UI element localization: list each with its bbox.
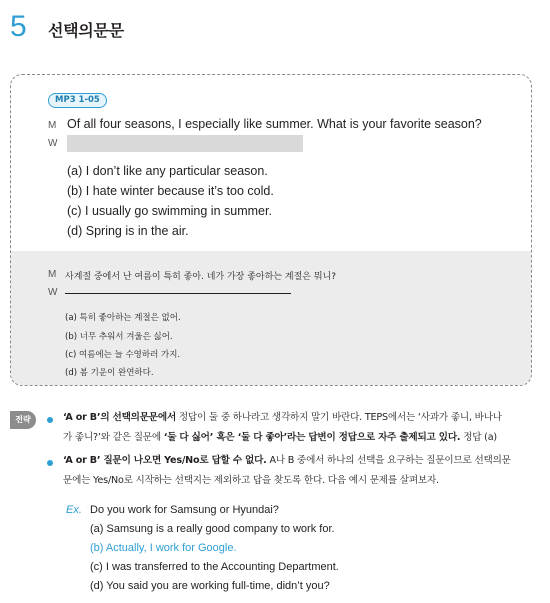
dialogue-option: (d) Spring is in the air. bbox=[67, 224, 189, 238]
speaker-m-label: M bbox=[48, 120, 57, 131]
bullet2-text-2: 문에는 Yes/No로 시작하는 선택지는 제외하고 답을 찾도록 한다. 다음 예시 문제를 살펴보자. bbox=[63, 475, 439, 486]
strategy-bullet-1 bbox=[63, 408, 533, 448]
dialogue-option: (a) I don’t like any particular season. bbox=[67, 164, 268, 178]
bullet1-answer: 정답 (a) bbox=[460, 432, 497, 443]
strategy-tag: 전략 bbox=[10, 411, 36, 429]
translation-answer-line bbox=[65, 293, 291, 294]
section-title: 선택의문문 bbox=[48, 21, 124, 40]
translation-speaker-w: W bbox=[48, 287, 58, 298]
bullet-dot bbox=[47, 417, 53, 423]
translation-speaker-m: M bbox=[48, 269, 57, 280]
bullet-dot bbox=[47, 460, 53, 466]
translation-option: (d) 봄 기운이 완연하다. bbox=[65, 368, 154, 378]
translation-option: (b) 너무 추워서 겨울은 싫어. bbox=[65, 332, 173, 342]
strategy-bullet-2 bbox=[63, 451, 533, 491]
dialogue-option: (b) I hate winter because it’s too cold. bbox=[67, 184, 274, 198]
bullet1-bold-2: ‘둘 다 싫어’ 혹은 ‘둘 다 좋아’라는 답변이 정답으로 자주 출제되고 있다. bbox=[163, 432, 461, 443]
example-option: (c) I was transferred to the Accounting Department. bbox=[90, 561, 339, 573]
section-number: 5 bbox=[10, 10, 27, 43]
bullet1-text: 정답이 둘 중 하나라고 생각하지 말기 바란다. TEPS에서는 ‘사과가 좋니, 바나나 bbox=[176, 412, 502, 423]
dialogue-option: (c) I usually go swimming in summer. bbox=[67, 204, 272, 218]
bullet1-text-2: 가 좋니?’와 같은 질문에 bbox=[63, 432, 164, 443]
speaker-w-label: W bbox=[48, 138, 58, 149]
translation-panel bbox=[11, 251, 531, 385]
question-box bbox=[10, 74, 532, 386]
bullet2-text: A나 B 중에서 하나의 선택을 요구하는 질문이므로 선택의문 bbox=[266, 455, 511, 466]
example-option-correct: (b) Actually, I work for Google. bbox=[90, 542, 237, 554]
translation-option: (c) 여름에는 늘 수영하러 가지. bbox=[65, 350, 181, 360]
example-option: (a) Samsung is a really good company to work for. bbox=[90, 523, 335, 535]
example-label: Ex. bbox=[66, 504, 82, 516]
answer-blank bbox=[67, 135, 303, 152]
example-option: (d) You said you are working full-time, didn’t you? bbox=[90, 580, 330, 592]
audio-track-badge[interactable]: MP3 1-05 bbox=[48, 93, 107, 108]
listening-panel bbox=[11, 75, 531, 251]
dialogue-question: Of all four seasons, I especially like summer. What is your favorite season? bbox=[67, 117, 482, 131]
bullet1-bold: ‘A or B’의 선택의문문에서 bbox=[63, 412, 177, 423]
translation-option: (a) 특히 좋아하는 계절은 없어. bbox=[65, 313, 181, 323]
bullet2-bold: ‘A or B’ 질문이 나오면 Yes/No로 답할 수 없다. bbox=[63, 455, 267, 466]
example-question: Do you work for Samsung or Hyundai? bbox=[90, 504, 279, 516]
translation-question: 사계절 중에서 난 여름이 특히 좋아. 네가 가장 좋아하는 계절은 뭐니? bbox=[65, 272, 336, 282]
